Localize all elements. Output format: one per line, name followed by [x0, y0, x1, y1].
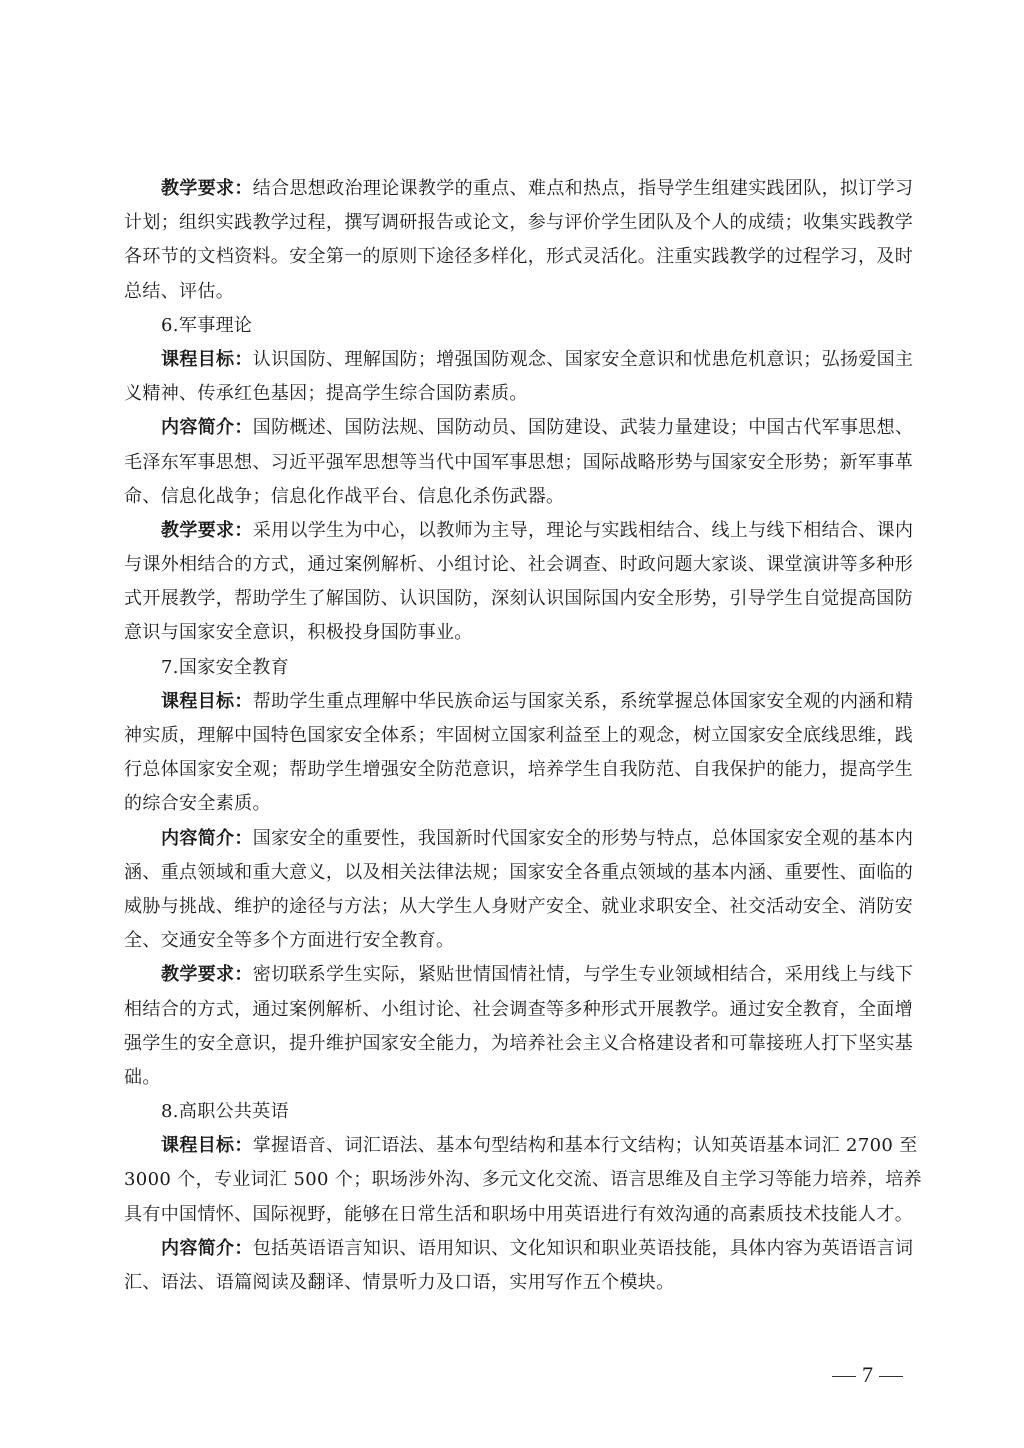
paragraph-line	[124, 1198, 914, 1232]
paragraph-line	[124, 240, 914, 274]
paragraph-text: 毛泽东军事思想、习近平强军思想等当代中国军事思想；国际战略形势与国家安全形势；新军事革	[124, 451, 914, 473]
paragraph-line	[124, 719, 914, 753]
page-number: 7	[862, 1362, 873, 1387]
section-heading: 7.国家安全教育	[161, 656, 289, 678]
paragraph-label: 课程目标：	[161, 690, 253, 712]
paragraph-text: 国防概述、国防法规、国防动员、国防建设、武装力量建设；中国古代军事思想、	[252, 417, 914, 439]
paragraph-line	[124, 275, 900, 309]
paragraph-text: 意识与国家安全意识，积极投身国防事业。	[124, 622, 473, 644]
paragraph-text: 3000 个，专业词汇 500 个；职场涉外沟、多元文化交流、语言思维及自主学习等能力培养，培养	[124, 1169, 923, 1191]
paragraph-text: 计划；组织实践教学过程，撰写调研报告或论文，参与评价学生团队及个人的成绩；收集实践教学	[124, 212, 914, 234]
paragraph-line	[124, 1266, 900, 1300]
paragraph-text: 的综合安全素质。	[124, 793, 271, 815]
paragraph-text: 威胁与挑战、维护的途径与方法；从大学生人身财产安全、就业求职安全、社交活动安全、消防安	[124, 895, 914, 917]
paragraph-label: 内容简介：	[161, 827, 253, 849]
paragraph-text: 全、交通安全等多个方面进行安全教育。	[124, 930, 455, 952]
paragraph-text: 汇、语法、语篇阅读及翻译、情景听力及口语，实用写作五个模块。	[124, 1272, 675, 1293]
paragraph-line	[124, 822, 914, 856]
paragraph-line	[124, 924, 900, 958]
paragraph-text: 帮助学生重点理解中华民族命运与国家关系，系统掌握总体国家安全观的内涵和精	[252, 690, 914, 712]
paragraph-line	[124, 1163, 923, 1197]
document-body	[124, 172, 923, 1300]
page-footer	[826, 1362, 909, 1388]
paragraph-line	[124, 1129, 918, 1163]
paragraph-text: 式开展教学，帮助学生了解国防、认识国防，深刻认识国际国内安全形势，引导学生自觉提高国防	[124, 588, 914, 610]
paragraph-line	[124, 206, 914, 240]
paragraph-line	[124, 958, 914, 992]
paragraph-line	[124, 993, 914, 1027]
paragraph-label: 教学要求：	[161, 178, 253, 199]
paragraph-line	[124, 582, 914, 616]
paragraph-text: 神实质，理解中国特色国家安全体系；牢固树立国家利益至上的观念，树立国家安全底线思维，践	[124, 725, 914, 746]
paragraph-line	[124, 685, 914, 719]
paragraph-text: 掌握语音、词汇语法、基本句型结构和基本行文结构；认知英语基本词汇 2700 至	[252, 1135, 918, 1157]
footer-dash-right	[879, 1376, 903, 1377]
paragraph-text: 认识国防、理解国防；增强国防观念、国家安全意识和忧患危机意识；弘扬爱国主	[252, 348, 914, 370]
paragraph-line	[124, 1061, 900, 1095]
paragraph-text: 采用以学生为中心，以教师为主导，理论与实践相结合、线上与线下相结合、课内	[252, 519, 914, 541]
paragraph-line	[124, 548, 914, 582]
paragraph-line	[124, 890, 914, 924]
paragraph-line	[124, 514, 914, 548]
paragraph-text: 密切联系学生实际，紧贴世情国情社情，与学生专业领域相结合，采用线上与线下	[252, 964, 914, 986]
paragraph-text: 总结、评估。	[124, 280, 235, 302]
paragraph-line	[124, 480, 900, 514]
paragraph-text: 与课外相结合的方式，通过案例解析、小组讨论、社会调查、时政问题大家谈、课堂演讲等多种形	[124, 554, 914, 576]
paragraph-line	[124, 446, 914, 480]
paragraph-line	[124, 616, 900, 650]
paragraph-line	[124, 172, 914, 206]
paragraph-line	[124, 343, 914, 377]
paragraph-label: 课程目标：	[161, 1135, 253, 1157]
paragraph-text: 具有中国情怀、国际视野，能够在日常生活和职场中用英语进行有效沟通的高素质技术技能人才。	[124, 1203, 914, 1225]
section-heading: 8.高职公共英语	[161, 1101, 289, 1123]
paragraph-text: 命、信息化战争；信息化作战平台、信息化杀伤武器。	[124, 485, 565, 507]
paragraph-text: 包括英语语言知识、语用知识、文化知识和职业英语技能，具体内容为英语语言词	[252, 1237, 914, 1259]
paragraph-label: 内容简介：	[161, 1237, 253, 1259]
paragraph-text: 相结合的方式，通过案例解析、小组讨论、社会调查等多种形式开展教学。通过安全教育，全面增	[124, 998, 914, 1020]
paragraph-text: 各环节的文档资料。安全第一的原则下途径多样化，形式灵活化。注重实践教学的过程学习，及时	[124, 246, 914, 268]
paragraph-text: 国家安全的重要性，我国新时代国家安全的形势与特点，总体国家安全观的基本内	[252, 827, 914, 849]
paragraph-label: 课程目标：	[161, 348, 253, 370]
paragraph-line	[124, 856, 914, 890]
paragraph-text: 行总体国家安全观；帮助学生增强安全防范意识，培养学生自我防范、自我保护的能力，提高学生	[124, 759, 914, 781]
paragraph-text: 础。	[124, 1066, 161, 1088]
paragraph-line	[124, 377, 900, 411]
paragraph-text: 义精神、传承红色基因；提高学生综合国防素质。	[124, 383, 528, 405]
paragraph-line	[124, 411, 914, 445]
paragraph-line	[124, 787, 900, 821]
paragraph-line	[124, 753, 914, 787]
paragraph-label: 教学要求：	[161, 964, 253, 986]
paragraph-label: 内容简介：	[161, 417, 253, 439]
section-heading: 6.军事理论	[161, 314, 253, 336]
paragraph-line	[124, 1232, 914, 1266]
paragraph-text: 涵、重点领域和重大意义，以及相关法律法规；国家安全各重点领域的基本内涵、重要性、面临的	[124, 861, 914, 883]
paragraph-line	[124, 1027, 914, 1061]
footer-dash-left	[832, 1376, 856, 1377]
paragraph-text: 强学生的安全意识，提升维护国家安全能力，为培养社会主义合格建设者和可靠接班人打下坚实基	[124, 1032, 914, 1054]
paragraph-label: 教学要求：	[161, 519, 253, 541]
paragraph-text: 结合思想政治理论课教学的重点、难点和热点，指导学生组建实践团队，拟订学习	[252, 178, 914, 199]
